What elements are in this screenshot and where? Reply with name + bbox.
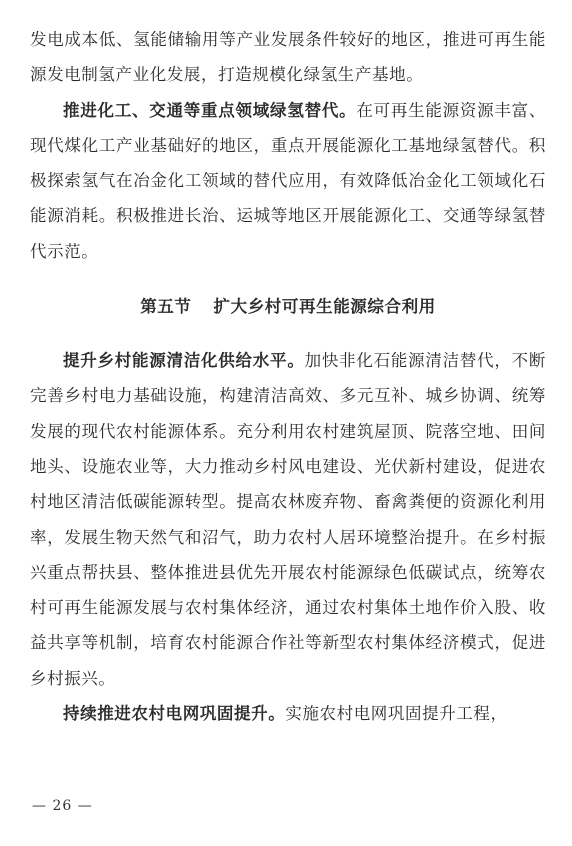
section-heading: [30, 269, 546, 343]
section-title: 扩大乡村可再生能源综合利用: [213, 297, 436, 317]
paragraph-lead: 提升乡村能源清洁化供给水平。: [63, 351, 305, 371]
paragraph-rural-grid: [30, 696, 546, 731]
paragraph-green-hydrogen-substitution: [30, 93, 546, 269]
paragraph-lead: 推进化工、交通等重点领域绿氢替代。: [63, 100, 357, 120]
paragraph-text: 加快非化石能源清洁替代，不断完善乡村电力基础设施，构建清洁高效、多元互补、城乡协调、统筹发展的现代农村能源体系。充分利用农村建筑屋顶、院落空地、田间地头、设施农业等，大力推动乡村风电建设、光伏新村建设，促进农村地区清洁低碳能源转型。提高农林废弃物、畜禽粪便的资源化利用率，发展生物天然气和沼气，助力农村人居环境整治提升。在乡村振兴重点帮扶县、整体推进县优先开展农村能源绿色低碳试点，统筹农村可再生能源发展与农村集体经济，通过农村集体土地作价入股、收益共享等机制，培育农村能源合作社等新型农村集体经济模式，促进乡村振兴。: [30, 351, 546, 688]
paragraph-rural-clean-energy: [30, 343, 546, 696]
paragraph-lead: 持续推进农村电网巩固提升。: [63, 704, 286, 724]
page-number: — 26 —: [32, 798, 93, 814]
paragraph-text: 在可再生能源资源丰富、现代煤化工产业基础好的地区，重点开展能源化工基地绿氢替代。积极探索氢气在冶金化工领域的替代应用，有效降低冶金化工领域化石能源消耗。积极推进长治、运城等地区开展能源化工、交通等绿氢替代示范。: [30, 100, 546, 261]
paragraph-continuation: [30, 22, 546, 93]
paragraph-text: 实施农村电网巩固提升工程，: [285, 704, 508, 724]
paragraph-text: 发电成本低、氢能储输用等产业发展条件较好的地区，推进可再生能源发电制氢产业化发展，打造规模化绿氢生产基地。: [30, 30, 546, 85]
section-number: 第五节: [140, 297, 192, 317]
document-page: [30, 22, 546, 731]
